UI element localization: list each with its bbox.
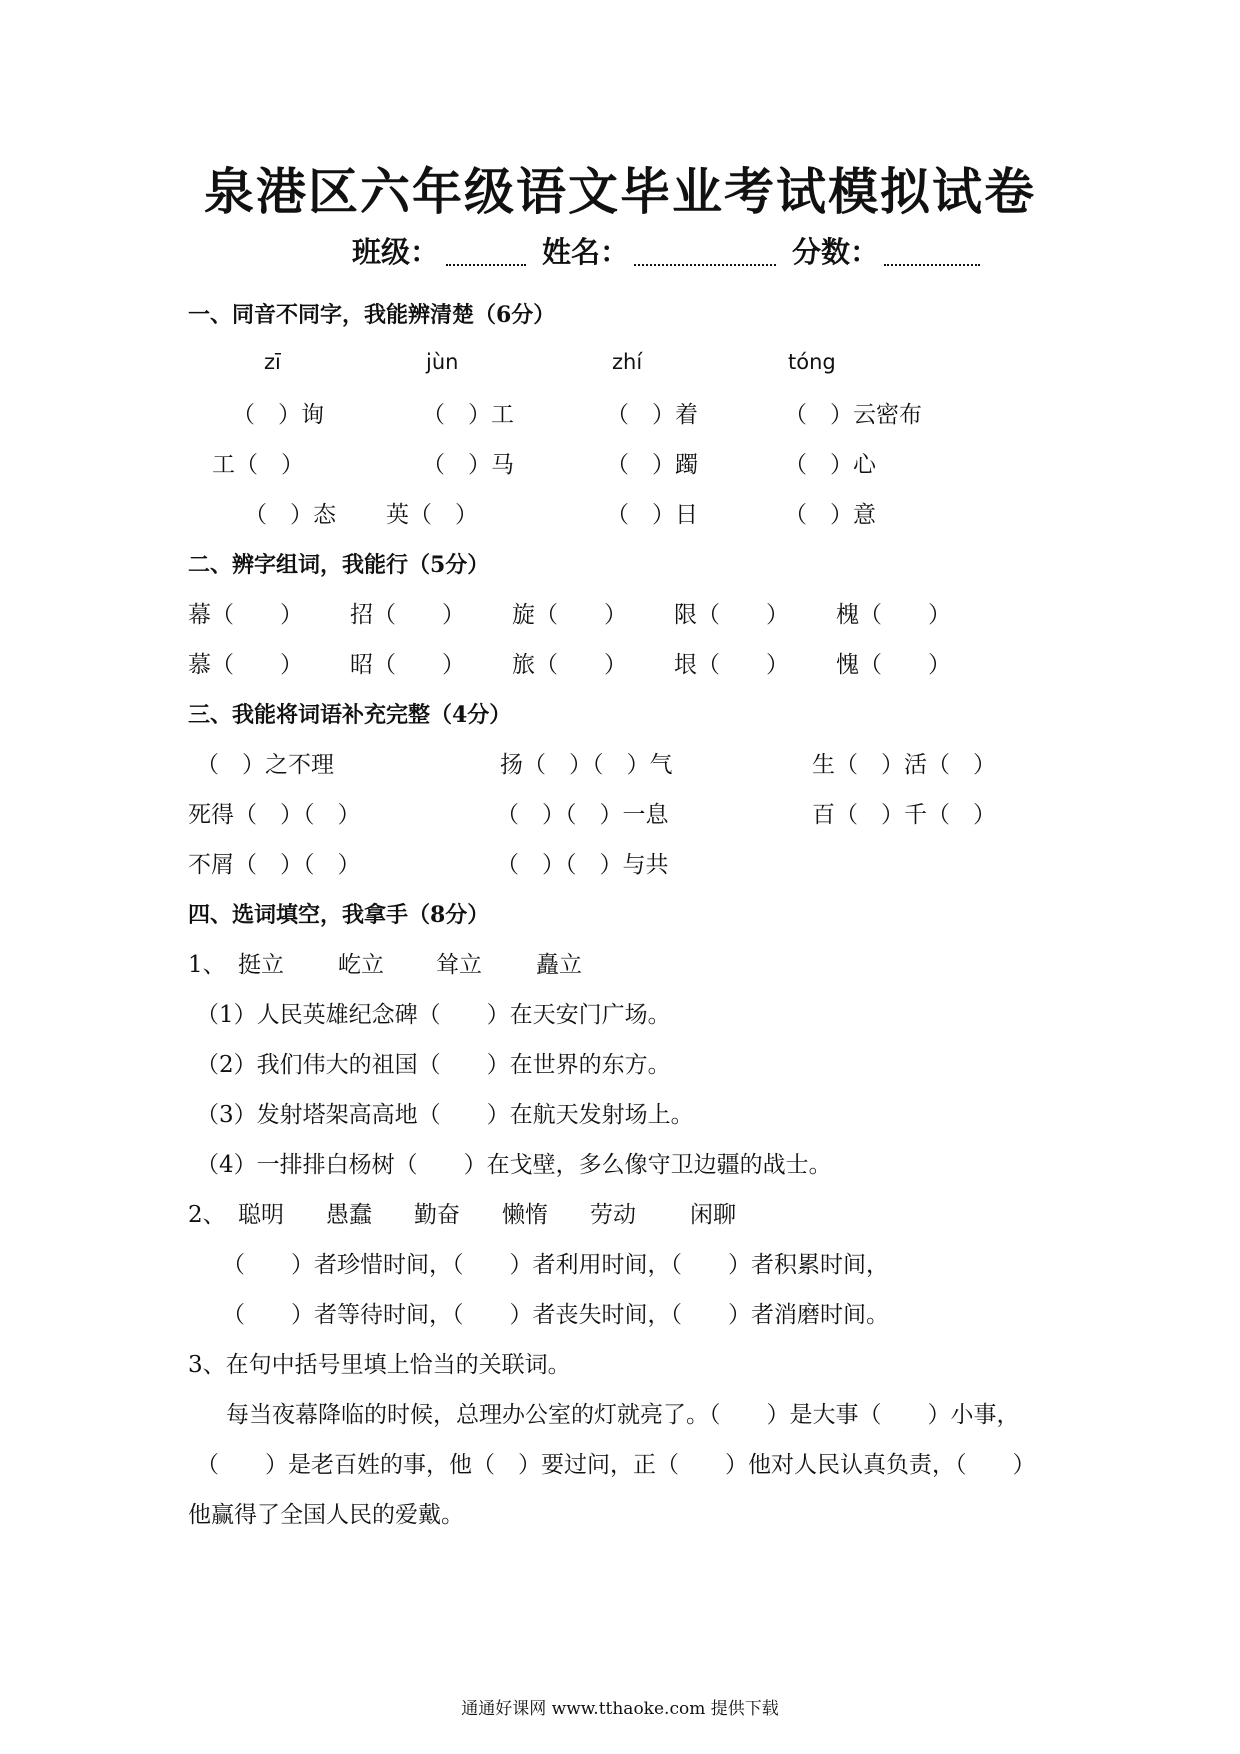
s3-r2-c3[interactable]: 百（ ）千（ ） bbox=[812, 802, 996, 828]
section-2-heading: 二、辨字组词，我能行（5分） bbox=[188, 552, 490, 578]
footer-credit: 通通好课网 www.tthaoke.com 提供下载 bbox=[461, 1699, 779, 1719]
pinyin-3: zhí bbox=[612, 350, 643, 374]
s3-r1-c3[interactable]: 生（ ）活（ ） bbox=[812, 752, 996, 778]
s2-r1-c2[interactable]: 招（ ） bbox=[350, 602, 465, 628]
q1-sentence-2[interactable]: （2）我们伟大的祖国（ ）在世界的东方。 bbox=[196, 1052, 671, 1078]
q2-line-1[interactable]: （ ）者珍惜时间，（ ）者利用时间，（ ）者积累时间， bbox=[222, 1252, 889, 1278]
s2-r1-c5[interactable]: 槐（ ） bbox=[836, 602, 951, 628]
q2-word-1: 聪明 bbox=[238, 1202, 284, 1228]
page-title: 泉港区六年级语文毕业考试模拟试卷 bbox=[204, 162, 1036, 221]
s1-r2-c3[interactable]: （ ）躅 bbox=[606, 452, 698, 478]
q3-instruction: 3、在句中括号里填上恰当的关联词。 bbox=[188, 1352, 571, 1378]
s3-r1-c1[interactable]: （ ）之不理 bbox=[196, 752, 334, 778]
q3-line-1[interactable]: 每当夜幕降临的时候，总理办公室的灯就亮了。（ ）是大事（ ）小事， bbox=[226, 1402, 1020, 1428]
score-label: 分数： bbox=[792, 235, 880, 269]
s3-r1-c2[interactable]: 扬（ ）（ ）气 bbox=[500, 752, 673, 778]
q2-word-6: 闲聊 bbox=[690, 1202, 736, 1228]
q3-line-2[interactable]: （ ）是老百姓的事，他（ ）要过问，正（ ）他对人民认真负责，（ ） bbox=[196, 1452, 1036, 1478]
pinyin-4: tóng bbox=[788, 350, 836, 374]
q2-word-5: 劳动 bbox=[590, 1202, 636, 1228]
s1-r3-c4[interactable]: （ ）意 bbox=[784, 502, 876, 528]
q2-line-2[interactable]: （ ）者等待时间，（ ）者丧失时间，（ ）者消磨时间。 bbox=[222, 1302, 889, 1328]
s1-r1-c3[interactable]: （ ）着 bbox=[606, 402, 698, 428]
q1-number: 1、 bbox=[188, 952, 226, 978]
section-1-heading: 一、同音不同字，我能辨清楚（6分） bbox=[188, 302, 556, 328]
name-label: 姓名： bbox=[542, 235, 630, 269]
s2-r1-c4[interactable]: 限（ ） bbox=[674, 602, 789, 628]
q2-number: 2、 bbox=[188, 1202, 226, 1228]
s2-r1-c3[interactable]: 旋（ ） bbox=[512, 602, 627, 628]
s3-r2-c1[interactable]: 死得（ ）（ ） bbox=[188, 802, 361, 828]
s2-r2-c3[interactable]: 旅（ ） bbox=[512, 652, 627, 678]
s3-r2-c2[interactable]: （ ）（ ）一息 bbox=[496, 802, 669, 828]
s1-r1-c1[interactable]: （ ）询 bbox=[232, 402, 324, 428]
score-blank[interactable] bbox=[884, 232, 980, 266]
pinyin-1: zī bbox=[264, 350, 281, 374]
s1-r2-c2[interactable]: （ ）马 bbox=[422, 452, 514, 478]
s2-r2-c5[interactable]: 愧（ ） bbox=[836, 652, 951, 678]
section-3-heading: 三、我能将词语补充完整（4分） bbox=[188, 702, 512, 728]
s1-r1-c2[interactable]: （ ）工 bbox=[422, 402, 514, 428]
section-4-heading: 四、选词填空，我拿手（8分） bbox=[188, 902, 490, 928]
pinyin-2: jùn bbox=[426, 350, 459, 374]
s3-r3-c2[interactable]: （ ）（ ）与共 bbox=[496, 852, 669, 878]
class-blank[interactable] bbox=[446, 232, 526, 266]
q1-sentence-1[interactable]: （1）人民英雄纪念碑（ ）在天安门广场。 bbox=[196, 1002, 671, 1028]
q1-word-1: 挺立 bbox=[238, 952, 284, 978]
q1-word-2: 屹立 bbox=[338, 952, 384, 978]
s1-r3-c2[interactable]: 英（ ） bbox=[386, 502, 478, 528]
q2-word-4: 懒惰 bbox=[502, 1202, 548, 1228]
s2-r1-c1[interactable]: 幕（ ） bbox=[188, 602, 303, 628]
s1-r3-c1[interactable]: （ ）态 bbox=[244, 502, 336, 528]
q1-sentence-3[interactable]: （3）发射塔架高高地（ ）在航天发射场上。 bbox=[196, 1102, 694, 1128]
s3-r3-c1[interactable]: 不屑（ ）（ ） bbox=[188, 852, 361, 878]
name-blank[interactable] bbox=[634, 232, 776, 266]
s1-r2-c1[interactable]: 工（ ） bbox=[212, 452, 304, 478]
s1-r2-c4[interactable]: （ ）心 bbox=[784, 452, 876, 478]
q3-line-3: 他赢得了全国人民的爱戴。 bbox=[188, 1502, 464, 1528]
q1-word-3: 耸立 bbox=[436, 952, 482, 978]
s1-r1-c4[interactable]: （ ）云密布 bbox=[784, 402, 922, 428]
q1-word-4: 矗立 bbox=[536, 952, 582, 978]
class-label: 班级： bbox=[352, 235, 440, 269]
s2-r2-c2[interactable]: 昭（ ） bbox=[350, 652, 465, 678]
q2-word-2: 愚蠢 bbox=[326, 1202, 372, 1228]
q1-sentence-4[interactable]: （4）一排排白杨树（ ）在戈壁，多么像守卫边疆的战士。 bbox=[196, 1152, 832, 1178]
s2-r2-c4[interactable]: 垠（ ） bbox=[674, 652, 789, 678]
s1-r3-c3[interactable]: （ ）日 bbox=[606, 502, 698, 528]
s2-r2-c1[interactable]: 慕（ ） bbox=[188, 652, 303, 678]
q2-word-3: 勤奋 bbox=[414, 1202, 460, 1228]
